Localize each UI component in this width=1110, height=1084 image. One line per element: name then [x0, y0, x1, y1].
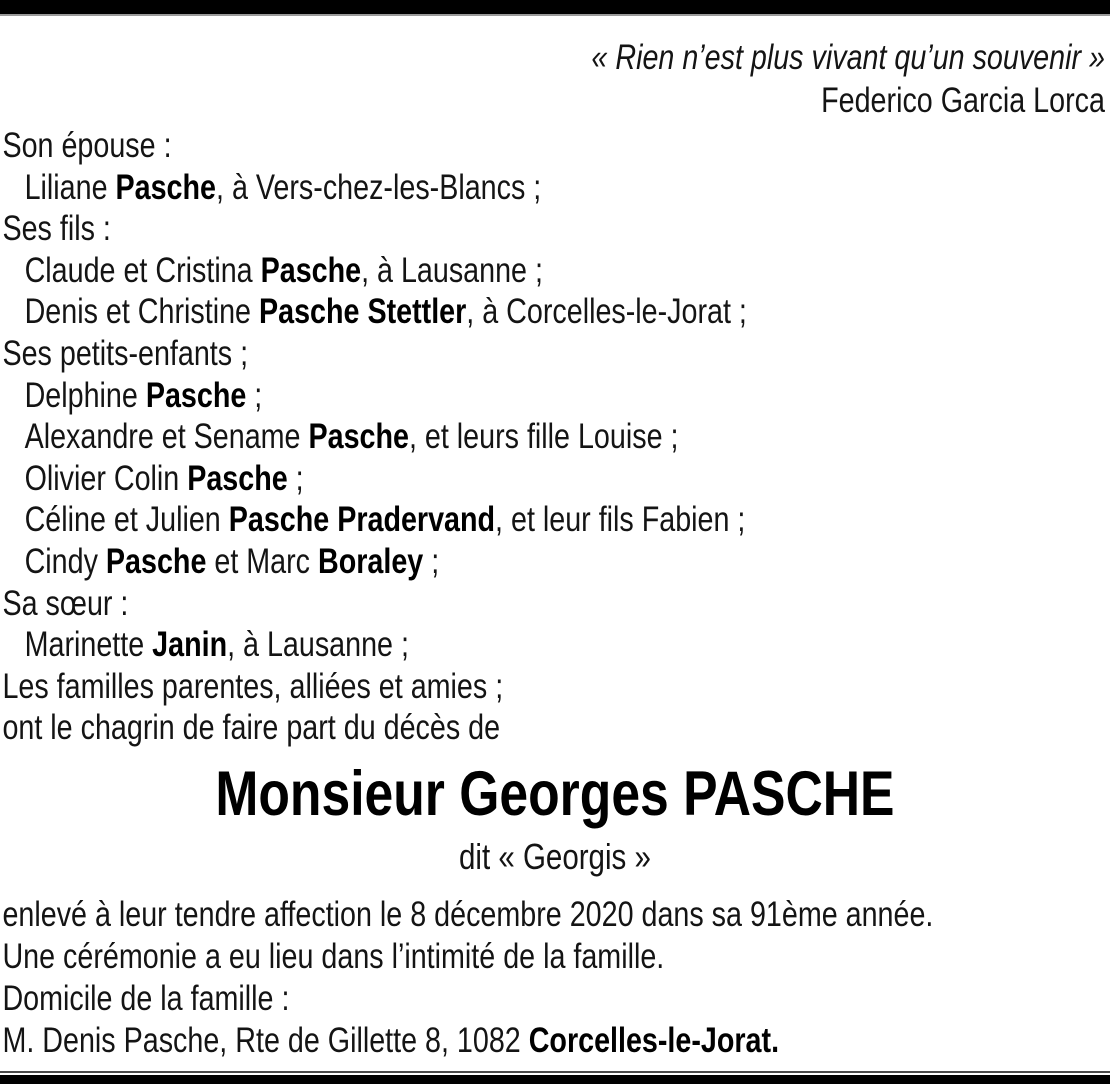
text-segment: Marinette: [24, 625, 153, 665]
closing-line: [2, 1020, 1109, 1062]
family-line: [2, 208, 1109, 250]
text-segment: , à Vers-chez-les-Blancs ;: [216, 167, 542, 207]
surname-bold-segment: Pasche: [260, 250, 362, 290]
family-line: [2, 125, 1109, 167]
text-segment: Claude et Cristina: [24, 250, 261, 290]
text-segment: Une cérémonie a eu lieu dans l’intimité de la famille.: [2, 936, 665, 976]
top-black-rule: [0, 0, 1110, 14]
surname-bold-segment: Pasche: [308, 417, 409, 457]
family-line: [2, 583, 1109, 625]
text-segment: Domicile de la famille :: [2, 978, 290, 1018]
bottom-thin-rule: [0, 1071, 1110, 1073]
surname-bold-segment: Pasche: [105, 541, 207, 581]
text-segment: ;: [246, 375, 263, 415]
text-segment: M. Denis Pasche, Rte de Gillette 8, 1082: [2, 1020, 529, 1060]
text-segment: Delphine: [24, 375, 146, 415]
family-line: [2, 333, 1109, 375]
surname-bold-segment: Corcelles-le-Jorat.: [528, 1020, 780, 1060]
surname-bold-segment: Boraley: [318, 541, 424, 581]
family-list: [0, 125, 1110, 749]
text-segment: , à Corcelles-le-Jorat ;: [466, 292, 747, 332]
closing-line: [2, 936, 1109, 978]
closing-paragraph: [0, 894, 1110, 1062]
quote-author: Federico Garcia Lorca: [821, 81, 1105, 120]
surname-bold-segment: Pasche: [115, 167, 217, 207]
text-segment: Denis et Christine: [24, 292, 259, 332]
surname-bold-segment: Pasche: [145, 375, 247, 415]
family-line: [2, 250, 1109, 292]
text-segment: Olivier Colin: [24, 458, 188, 498]
text-segment: ont le chagrin de faire part du décès de: [2, 708, 501, 748]
notice-content: [0, 16, 1110, 1062]
family-line: [2, 291, 1109, 333]
family-line: [2, 707, 1109, 749]
closing-line: [2, 978, 1109, 1020]
closing-line: [2, 894, 1109, 936]
deceased-name: Monsieur Georges PASCHE: [215, 758, 895, 829]
text-segment: Céline et Julien: [24, 500, 229, 540]
text-segment: , à Lausanne ;: [227, 625, 409, 665]
text-segment: , et leurs fille Louise ;: [408, 417, 679, 457]
family-line: [2, 416, 1109, 458]
family-line: [2, 458, 1109, 500]
family-line: [2, 167, 1109, 209]
text-segment: Cindy: [24, 541, 106, 581]
text-segment: Ses fils :: [2, 209, 111, 249]
text-segment: Sa sœur :: [2, 583, 129, 623]
deceased-nickname: dit « Georgis »: [458, 835, 651, 877]
family-line: [2, 541, 1109, 583]
quote-block: [0, 36, 1110, 122]
text-segment: et Marc: [206, 541, 319, 581]
text-segment: Alexandre et Sename: [24, 417, 309, 457]
text-segment: ;: [287, 458, 304, 498]
text-segment: Ses petits-enfants ;: [2, 333, 249, 373]
text-segment: , et leur fils Fabien ;: [495, 500, 746, 540]
family-line: [2, 499, 1109, 541]
surname-bold-segment: Pasche Stettler: [258, 292, 467, 332]
surname-bold-segment: Pasche: [187, 458, 288, 498]
text-segment: ;: [423, 541, 440, 581]
text-segment: Les familles parentes, alliées et amies ;: [2, 666, 504, 706]
surname-bold-segment: Janin: [152, 625, 228, 665]
text-segment: Son épouse :: [2, 126, 172, 165]
text-segment: enlevé à leur tendre affection le 8 décembre 2020 dans sa 91ème année.: [2, 894, 934, 934]
family-line: [2, 666, 1109, 708]
text-segment: Liliane: [24, 167, 116, 207]
text-segment: , à Lausanne ;: [361, 250, 543, 290]
bottom-black-rule: [0, 1075, 1110, 1084]
family-line: [2, 624, 1109, 666]
quote-text: « Rien n’est plus vivant qu’un souvenir »: [591, 38, 1105, 77]
surname-bold-segment: Pasche Pradervand: [228, 500, 496, 540]
family-line: [2, 375, 1109, 417]
